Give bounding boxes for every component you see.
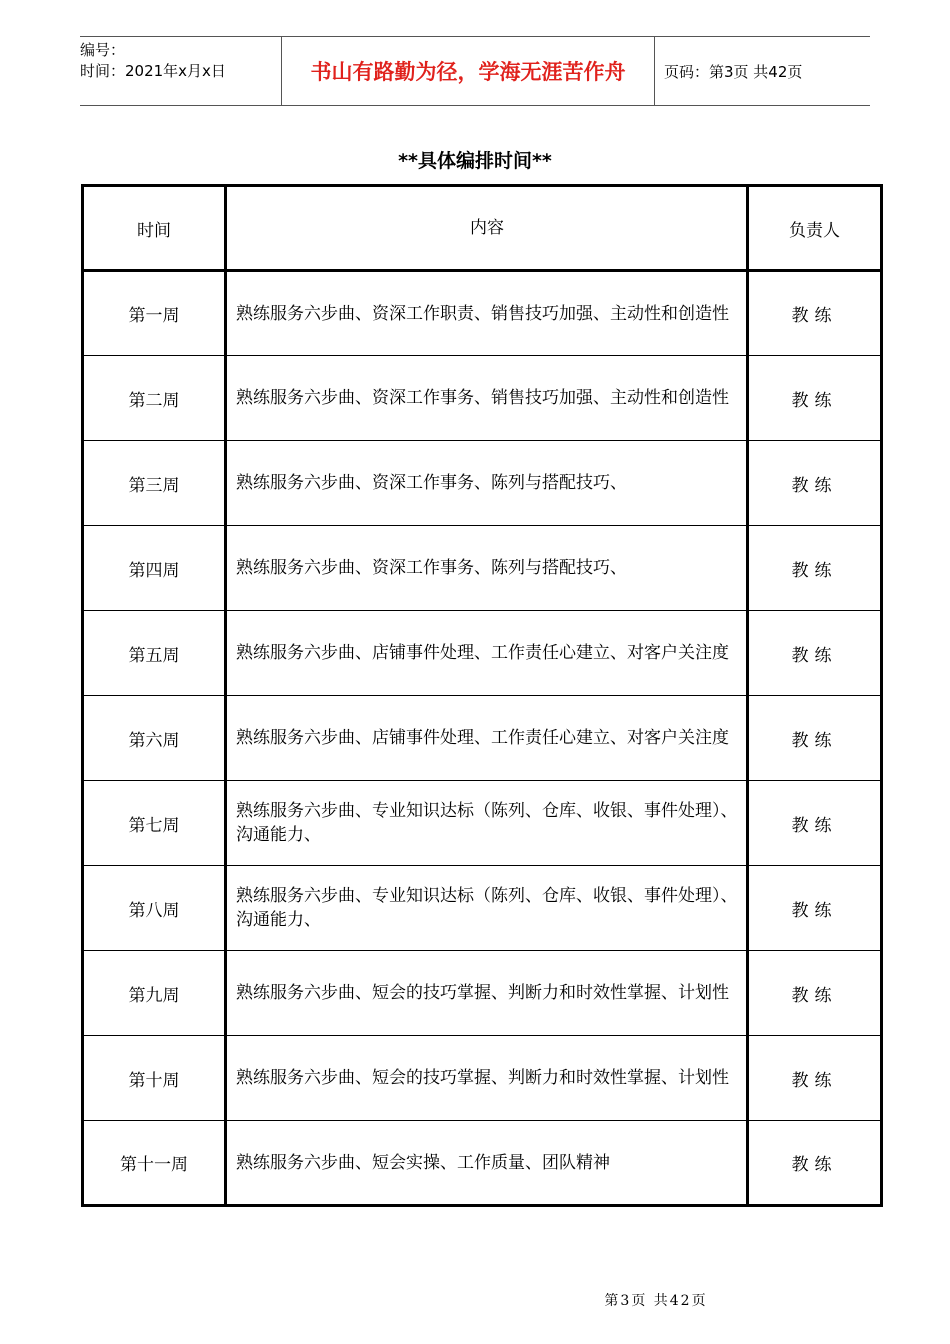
document-time-label: 时间：2021年x月x日: [80, 62, 226, 80]
table-header-row: [83, 186, 882, 271]
table-row: [83, 866, 882, 951]
table-row: [83, 441, 882, 526]
cell-owner: 教练: [748, 441, 882, 526]
header-meta: [80, 37, 280, 105]
table-row: [83, 1121, 882, 1206]
cell-content: 熟练服务六步曲、资深工作事务、销售技巧加强、主动性和创造性: [226, 356, 748, 441]
cell-owner: 教练: [748, 1036, 882, 1121]
header-page-info: 页码：第3页 共42页: [664, 62, 803, 81]
cell-content: 熟练服务六步曲、资深工作职责、销售技巧加强、主动性和创造性: [226, 271, 748, 356]
cell-content: 熟练服务六步曲、专业知识达标（陈列、仓库、收银、事件处理）、沟通能力、: [226, 866, 748, 951]
page-title: **具体编排时间**: [398, 150, 552, 172]
schedule-table: [81, 184, 883, 1207]
cell-content: 熟练服务六步曲、店铺事件处理、工作责任心建立、对客户关注度: [226, 696, 748, 781]
cell-time: 第六周: [83, 696, 226, 781]
cell-owner: 教练: [748, 356, 882, 441]
cell-content: 熟练服务六步曲、短会实操、工作质量、团队精神: [226, 1121, 748, 1206]
table-row: [83, 951, 882, 1036]
page-header: [80, 36, 870, 106]
table-row: [83, 1036, 882, 1121]
cell-time: 第二周: [83, 356, 226, 441]
header-motto: 书山有路勤为径，学海无涯苦作舟: [281, 37, 655, 105]
header-owner: 负责人: [748, 186, 882, 271]
cell-owner: 教练: [748, 696, 882, 781]
cell-content: 熟练服务六步曲、资深工作事务、陈列与搭配技巧、: [226, 526, 748, 611]
cell-time: 第四周: [83, 526, 226, 611]
table-row: [83, 271, 882, 356]
table-row: [83, 696, 882, 781]
cell-owner: 教练: [748, 781, 882, 866]
cell-content: 熟练服务六步曲、短会的技巧掌握、判断力和时效性掌握、计划性: [226, 1036, 748, 1121]
cell-time: 第九周: [83, 951, 226, 1036]
cell-owner: 教练: [748, 866, 882, 951]
header-time: 时间: [83, 186, 226, 271]
cell-owner: 教练: [748, 271, 882, 356]
cell-time: 第十周: [83, 1036, 226, 1121]
header-content: 内容: [226, 186, 748, 271]
cell-owner: 教练: [748, 611, 882, 696]
cell-content: 熟练服务六步曲、资深工作事务、陈列与搭配技巧、: [226, 441, 748, 526]
document-number-label: 编号：: [80, 41, 126, 59]
cell-time: 第八周: [83, 866, 226, 951]
cell-time: 第三周: [83, 441, 226, 526]
cell-time: 第七周: [83, 781, 226, 866]
page-footer: 第3页 共42页: [604, 1293, 708, 1309]
cell-owner: 教练: [748, 526, 882, 611]
cell-owner: 教练: [748, 951, 882, 1036]
table-row: [83, 526, 882, 611]
cell-owner: 教练: [748, 1121, 882, 1206]
table-row: [83, 356, 882, 441]
cell-time: 第一周: [83, 271, 226, 356]
cell-content: 熟练服务六步曲、店铺事件处理、工作责任心建立、对客户关注度: [226, 611, 748, 696]
cell-content: 熟练服务六步曲、短会的技巧掌握、判断力和时效性掌握、计划性: [226, 951, 748, 1036]
cell-time: 第十一周: [83, 1121, 226, 1206]
cell-time: 第五周: [83, 611, 226, 696]
table-row: [83, 611, 882, 696]
table-row: [83, 781, 882, 866]
cell-content: 熟练服务六步曲、专业知识达标（陈列、仓库、收银、事件处理）、沟通能力、: [226, 781, 748, 866]
